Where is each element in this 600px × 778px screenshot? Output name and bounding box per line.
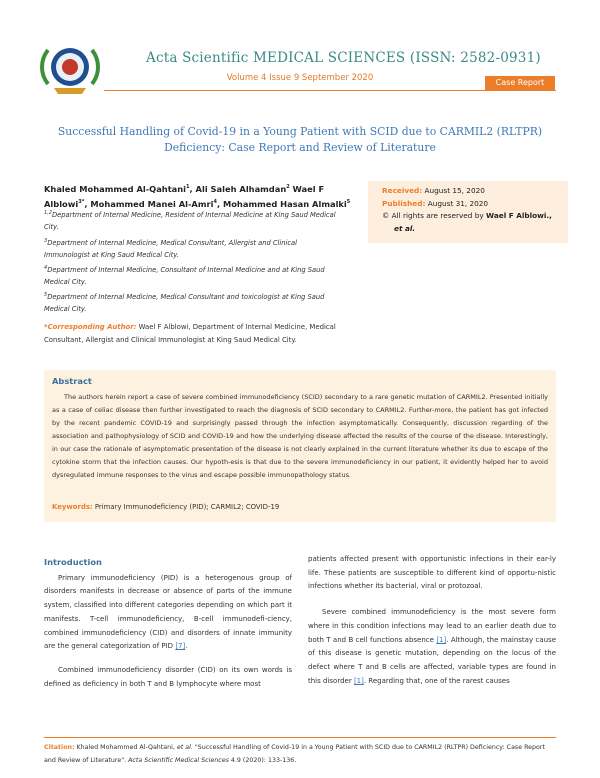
journal-logo-icon: [38, 40, 102, 96]
rights-etal-line: [368, 223, 568, 236]
citation-text-2: "Successful Handling of Covid-19 in a Young Patient with SCID due to CARMIL2 (RLTPR) Deficiency: Case Report and Review of Literature".: [44, 744, 545, 764]
affiliation-4: [44, 290, 344, 315]
reference-link[interactable]: [7]: [175, 642, 186, 651]
corresponding-author: [44, 321, 364, 347]
affiliation-text: Department of Internal Medicine, Resident of Internal Medicine at King Saud Medical City.: [44, 211, 336, 231]
author-4-sup: 4: [213, 198, 217, 205]
author-5: , Mohammed Hasan Almalki: [216, 198, 347, 209]
rights-text: © All rights are reserved by: [382, 211, 487, 220]
intro-p1-end: .: [185, 642, 188, 651]
section-heading-introduction: Introduction: [44, 557, 102, 567]
received-label: Received:: [382, 186, 423, 195]
title-line-2: Deficiency: Case Report and Review of Literature: [164, 141, 436, 154]
citation-label: Citation:: [44, 744, 75, 751]
right-paragraph-1: patients affected present with opportunistic infections in their ear-ly life. These patients are susceptible to different kind of opportu-nistic infections whether its bacterial, viral or protozoal.: [308, 555, 556, 591]
affiliation-sup: 4: [44, 265, 48, 271]
right-p2-text-c: . Regarding that, one of the rarest causes: [363, 676, 510, 685]
affiliation-sup: 5: [44, 292, 48, 298]
affiliation-1: [44, 208, 344, 233]
abstract-box: [44, 370, 556, 522]
abstract-heading: Abstract: [52, 376, 92, 386]
author-4: , Mohammed Manei Al-Amri: [84, 198, 214, 209]
dates-box: [368, 181, 568, 243]
affiliation-text: Department of Internal Medicine, Medical Consultant, Allergist and Clinical Immunologist at King Saud Medical City.: [44, 239, 297, 259]
corresponding-text: Wael F Alblowi, Department of Internal Medicine, Medical Consultant, Allergist and Clinical Immunologist at King Saud Medical City.: [44, 323, 336, 344]
author-1-sup: 1: [186, 184, 190, 190]
citation-etal: et al.: [176, 744, 193, 751]
keywords-text: Primary Immunodeficiency (PID); CARMIL2; COVID-19: [92, 503, 280, 511]
issue-info: Volume 4 Issue 9 September 2020: [226, 73, 374, 83]
received-line: [368, 181, 568, 198]
received-date: August 15, 2020: [422, 186, 485, 195]
article-title: [40, 124, 560, 156]
citation-text-1: Khaled Mohammed Al-Qahtani,: [74, 744, 177, 751]
rights-name: Wael F Alblowi.,: [486, 211, 552, 220]
intro-paragraph-1: [44, 572, 292, 654]
left-column: [44, 556, 292, 701]
citation-text-3: 4.9 (2020): 133-136.: [228, 756, 297, 764]
keywords: [52, 503, 279, 511]
affiliation-sup: 1,2: [44, 210, 52, 216]
corresponding-label: *Corresponding Author:: [44, 323, 137, 331]
author-3-sup: 3*: [78, 198, 85, 205]
article-type-badge: Case Report: [485, 76, 555, 90]
author-2-sup: 2: [286, 184, 290, 190]
reference-link[interactable]: [1]: [353, 676, 364, 685]
author-list: [44, 181, 364, 211]
affiliation-text: Department of Internal Medicine, Consultant of Internal Medicine and at King Saud Medical City.: [44, 266, 325, 286]
right-p2-text-a: Severe combined immunodeficiency is the most severe form where in this condition infections may lead to an earlier death due to both T and B cell functions absence: [308, 608, 556, 644]
intro-paragraph-2: Combined immunodeficiency disorder (CID) on its own words is defined as deficiency in both T and B lymphocyte where most: [44, 665, 292, 688]
title-line-1: Successful Handling of Covid-19 in a Young Patient with SCID due to CARMIL2 (RLTPR): [57, 125, 543, 138]
reference-link[interactable]: [1]: [436, 635, 447, 644]
keywords-label: Keywords:: [52, 503, 93, 511]
author-3b: Alblowi: [44, 198, 79, 209]
abstract-text: The authors herein report a case of severe combined immunodeficiency (SCID) secondary to a rare genetic mutation of CARMIL2. Presented initially as a case of celiac disease then further investigated to reach the diagnosis of SCID secondary to CARMIL2. Further-more, the patient has got infected by the recent pandemic COVID-19 and surprisingly passed through the infection asymptomatically. Consequently, discussion regarding of the association and pathophysiology of SCID and COVID-19 and how the underlying disease affected the results of the course of the disease. Interestingly, in our case the rationale of asymptomatic presentation of the disease is not clearly explained in the current literature whether its due to escape of the cytokine storm that the infection causes. Our hypoth-esis is that due to the severe immunodeficiency in our patient, it evidently helped her to avoid dysregulated immune responses to the virus and escape possible immunopathology status.: [52, 393, 548, 479]
author-1: Khaled Mohammed Al-Qahtani: [44, 183, 187, 194]
affiliation-text: Department of Internal Medicine, Medical Consultant and toxicologist at King Saud Medical City.: [44, 293, 325, 313]
author-5-sup: 5: [346, 198, 351, 205]
header-divider: [104, 90, 556, 91]
published-line: [368, 198, 568, 211]
affiliation-3: [44, 263, 344, 288]
footer-divider: [44, 737, 556, 738]
published-date: August 31, 2020: [425, 198, 489, 208]
affiliation-sup: 3: [44, 238, 48, 244]
right-p2-text-b: . Although, the mainstay cause of this disease is genetic mutation, depending on the locus of the defect where T and B cells are affected, variable types are found in this disorder: [308, 635, 557, 685]
published-label: Published:: [382, 198, 426, 208]
intro-p1-text: Primary immunodeficiency (PID) is a heterogenous group of disorders manifests in decrease or absence of parts of the immune system, classified into different categories depending on which part it manifests. T-cell immunodeficiency, B-cell immunodefi-ciency, combined immunodeficiency (CID) and disorders of innate immunity are the general categorization of PID: [44, 573, 292, 651]
journal-name: Acta Scientific MEDICAL SCIENCES (ISSN: 2582-0931): [146, 50, 541, 66]
right-paragraph-2: [308, 606, 556, 688]
affiliation-2: [44, 236, 344, 261]
author-3: Wael F: [289, 183, 325, 194]
rights-etal: et al.: [394, 223, 416, 233]
rights-line: [368, 210, 568, 223]
right-column: [308, 553, 556, 698]
citation-journal: Acta Scientific Medical Sciences: [128, 756, 229, 764]
citation-footer: [44, 742, 556, 767]
author-2: , Ali Saleh Alhamdan: [189, 183, 287, 194]
